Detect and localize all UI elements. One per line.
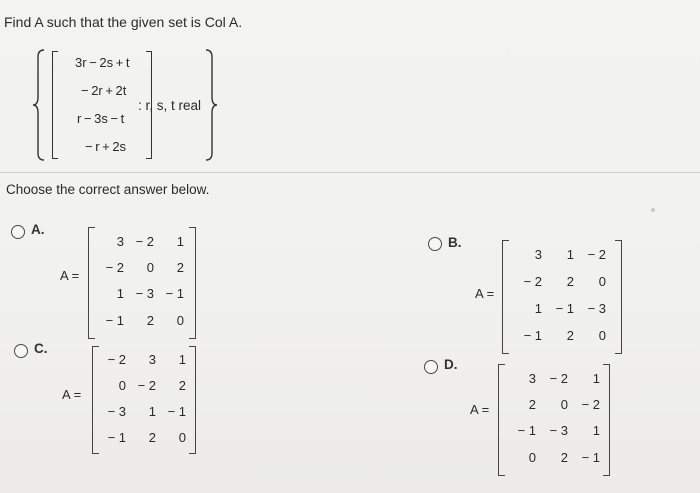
matrix-cell: 1: [116, 286, 124, 301]
matrix-cell: − 2: [135, 234, 154, 249]
option-d-matrix: [498, 364, 610, 476]
option-c-matrix: [92, 346, 196, 454]
matrix-cell: 0: [598, 274, 606, 289]
vector-entry: − r + 2s: [85, 139, 127, 154]
matrix-cell: 3: [116, 234, 124, 249]
matrix-cell: − 3: [135, 286, 154, 301]
matrix-cell: − 1: [523, 328, 542, 343]
matrix-cell: 1: [176, 234, 184, 249]
matrix-left-bracket: [498, 364, 505, 476]
matrix-cell: 2: [178, 378, 186, 393]
matrix-cell: 3: [148, 352, 156, 367]
vector-entry: r − 3s − t: [77, 111, 125, 126]
option-c-label[interactable]: C.: [34, 341, 48, 356]
matrix-cell: 2: [566, 274, 574, 289]
given-set: [32, 49, 222, 163]
matrix-cell: − 3: [107, 404, 126, 419]
matrix-cell: 2: [176, 260, 184, 275]
matrix-left-bracket: [502, 240, 509, 354]
matrix-cell: − 1: [105, 313, 124, 328]
matrix-cell: − 2: [549, 371, 568, 386]
matrix-cell: 2: [560, 450, 568, 465]
matrix-cell: − 2: [105, 260, 124, 275]
matrix-cell: − 1: [165, 286, 184, 301]
matrix-cell: 0: [560, 397, 568, 412]
matrix-cell: 1: [148, 404, 156, 419]
vector-entry: 3r − 2s + t: [75, 55, 130, 70]
question-text: Find A such that the given set is Col A.: [4, 14, 243, 30]
matrix-cell: − 1: [555, 301, 574, 316]
matrix-cell: 2: [148, 430, 156, 445]
option-a-radio[interactable]: [11, 225, 25, 239]
matrix-cell: − 1: [107, 430, 126, 445]
vector-entry: − 2r + 2t: [81, 83, 127, 98]
matrix-cell: 1: [534, 301, 542, 316]
matrix-cell: 0: [178, 430, 186, 445]
matrix-cell: − 2: [523, 274, 542, 289]
matrix-cell: 1: [592, 423, 600, 438]
option-d-radio[interactable]: [424, 360, 438, 374]
option-c-equals: A =: [62, 387, 82, 402]
matrix-cell: − 3: [587, 301, 606, 316]
matrix-cell: − 2: [581, 397, 600, 412]
option-d-equals: A =: [470, 402, 490, 417]
matrix-cell: 1: [566, 247, 574, 262]
instruction-text: Choose the correct answer below.: [6, 182, 210, 197]
matrix-cell: 0: [598, 328, 606, 343]
matrix-right-bracket: [189, 346, 196, 454]
matrix-cell: 2: [528, 397, 536, 412]
matrix-cell: 3: [528, 371, 536, 386]
matrix-cell: − 1: [517, 423, 536, 438]
divider: [0, 172, 700, 173]
left-brace: [32, 49, 46, 161]
option-b-radio[interactable]: [428, 237, 442, 251]
decorative-dot: [651, 208, 655, 212]
matrix-cell: − 1: [167, 404, 186, 419]
matrix-cell: − 2: [137, 378, 156, 393]
matrix-right-bracket: [189, 227, 196, 339]
matrix-cell: 0: [146, 260, 154, 275]
matrix-cell: 1: [178, 352, 186, 367]
matrix-cell: − 1: [581, 450, 600, 465]
option-d-label[interactable]: D.: [444, 357, 458, 372]
matrix-cell: 2: [146, 313, 154, 328]
matrix-cell: 3: [534, 247, 542, 262]
option-b-equals: A =: [475, 286, 495, 301]
matrix-cell: 1: [592, 371, 600, 386]
option-b-label[interactable]: B.: [448, 235, 462, 250]
matrix-cell: 0: [176, 313, 184, 328]
right-brace: [204, 49, 218, 161]
matrix-right-bracket: [615, 240, 622, 354]
option-a-label[interactable]: A.: [31, 222, 45, 237]
matrix-cell: 0: [118, 378, 126, 393]
matrix-right-bracket: [603, 364, 610, 476]
matrix-cell: − 2: [107, 352, 126, 367]
option-a-equals: A =: [60, 268, 80, 283]
vector-left-bracket: [52, 51, 58, 159]
option-b-matrix: [502, 240, 622, 354]
matrix-cell: − 2: [587, 247, 606, 262]
option-c-radio[interactable]: [14, 344, 28, 358]
matrix-cell: 2: [566, 328, 574, 343]
option-a-matrix: [88, 227, 196, 339]
matrix-cell: − 3: [549, 423, 568, 438]
set-condition: : r, s, t real: [138, 98, 202, 113]
matrix-cell: 0: [528, 450, 536, 465]
